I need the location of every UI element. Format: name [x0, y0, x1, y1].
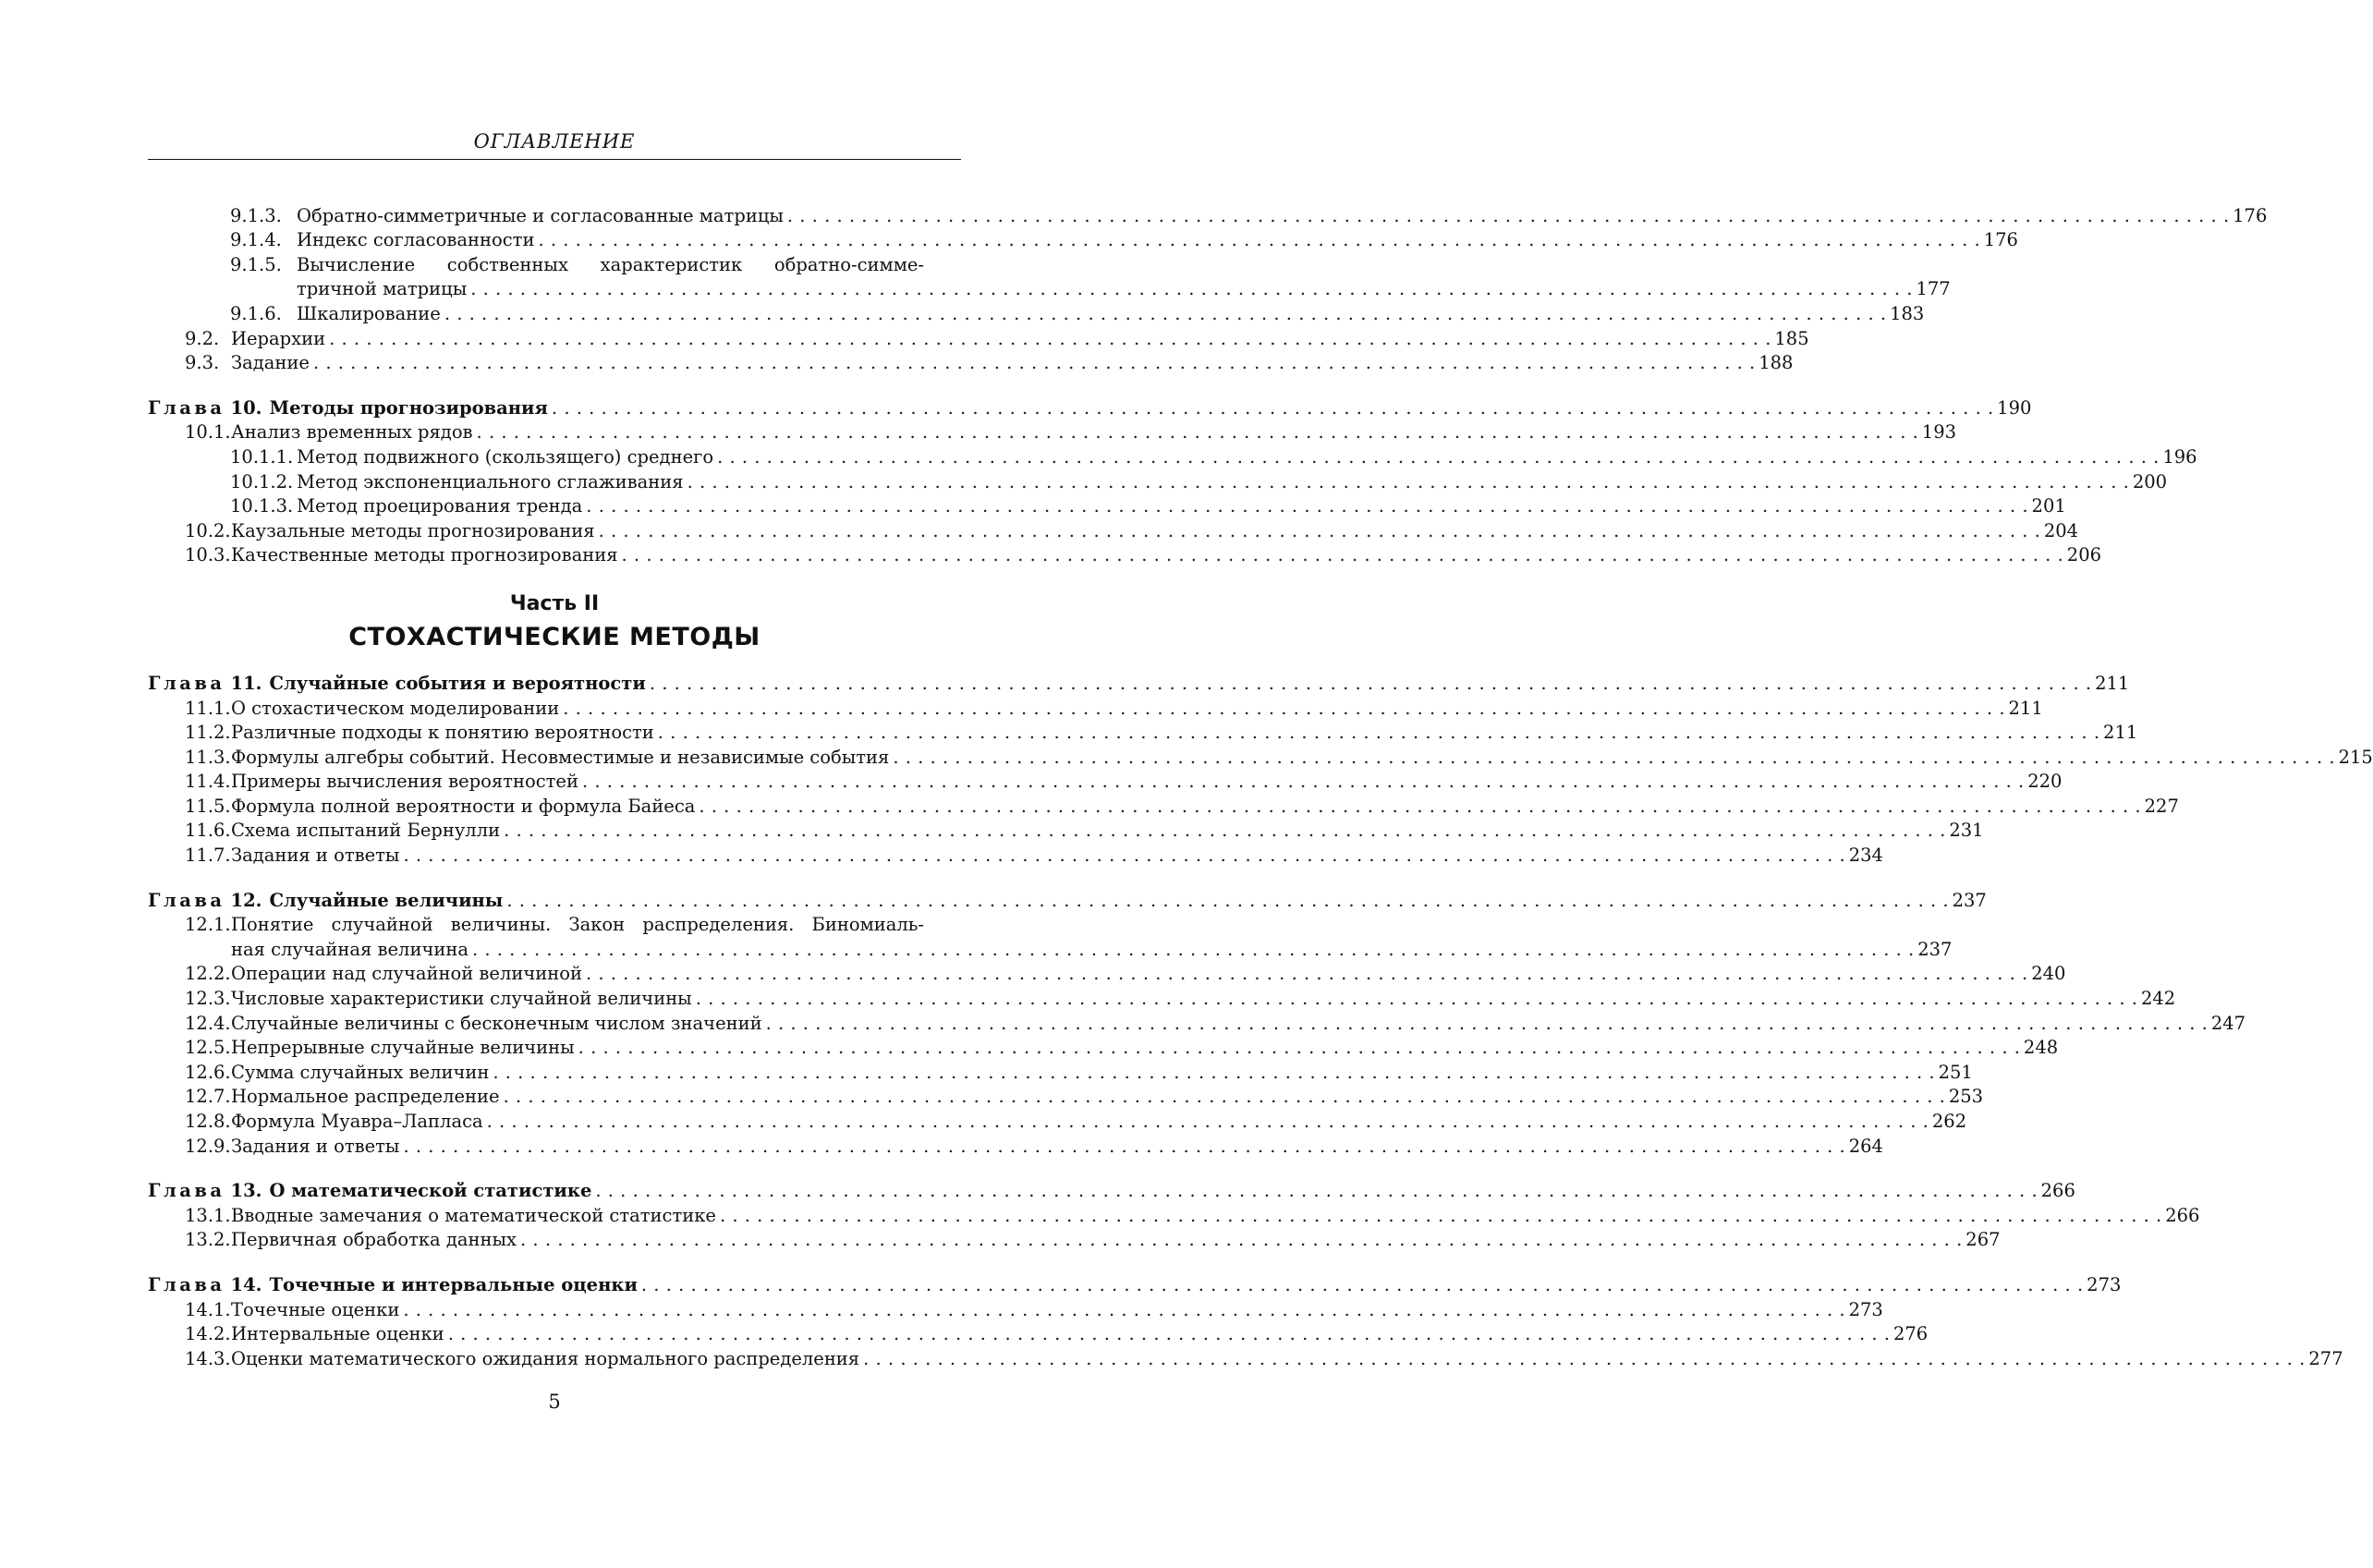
chapter-page: 190	[1997, 396, 2032, 419]
toc-chapter-11	[148, 669, 2130, 694]
entry-title: Случайные величины с бесконечным числом значений	[231, 1012, 762, 1034]
toc-entry	[148, 1083, 1984, 1108]
table-of-contents	[148, 201, 2373, 1369]
toc-block-chapter-10	[148, 419, 2197, 566]
entry-number: 9.1.6.	[230, 302, 282, 324]
entry-title: Непрерывные случайные величины	[231, 1037, 575, 1059]
toc-entry	[148, 275, 1951, 300]
toc-entry	[148, 517, 2079, 541]
chapter-title: Случайные события и вероятности	[269, 672, 646, 694]
entry-number: 11.1.	[185, 697, 231, 719]
entry-page: 234	[1848, 845, 1883, 867]
chapter-title: Точечные и интервальные оценки	[269, 1273, 638, 1295]
toc-entry	[148, 719, 2138, 744]
leader-dots	[859, 1349, 2308, 1369]
entry-title: Первичная обработка данных	[231, 1229, 517, 1251]
toc-entry	[148, 226, 2018, 251]
entry-title: ная случайная величина	[231, 938, 469, 960]
chapter-label: Глава	[148, 396, 225, 419]
chapter-label: Глава	[148, 1180, 225, 1202]
chapter-number: 10.	[230, 396, 262, 419]
toc-entry	[148, 1295, 1883, 1320]
toc-entry	[148, 792, 2179, 817]
entry-title: Оценки математического ожидания нормального распределения	[231, 1347, 860, 1369]
toc-entry	[148, 1058, 1973, 1083]
leader-dots	[444, 1324, 1893, 1344]
entry-title: Иерархии	[231, 327, 326, 349]
toc-entry	[148, 541, 2102, 566]
entry-number: 12.4.	[185, 1012, 231, 1034]
entry-number: 14.2.	[185, 1323, 231, 1345]
entry-title: Шкалирование	[297, 302, 441, 324]
toc-entry	[148, 817, 1984, 842]
entry-number: 12.2.	[185, 963, 231, 985]
entry-page: 200	[2132, 470, 2168, 492]
entry-page: 227	[2144, 795, 2179, 817]
chapter-page: 211	[2095, 672, 2130, 694]
running-head: ОГЛАВЛЕНИЕ	[473, 130, 636, 152]
chapter-number: 13.	[230, 1180, 262, 1202]
entry-page: 204	[2043, 519, 2079, 541]
entry-title: Индекс согласованности	[297, 229, 535, 251]
toc-entry	[148, 960, 2066, 985]
toc-block-chapter-12	[148, 911, 2246, 1157]
toc-entry	[148, 324, 1809, 349]
entry-number: 13.1.	[185, 1204, 231, 1226]
entry-page: 276	[1892, 1323, 1929, 1345]
toc-chapter-10	[148, 394, 2032, 419]
entry-page: 277	[2308, 1347, 2343, 1369]
entry-number: 10.2.	[185, 519, 231, 541]
entry-title: Качественные методы прогнозирования	[231, 544, 618, 566]
leader-dots	[762, 1014, 2211, 1034]
entry-title: Сумма случайных величин	[231, 1061, 490, 1083]
toc-entry	[148, 984, 2176, 1010]
entry-title: О стохастическом моделировании	[231, 697, 560, 719]
toc-entry	[148, 1107, 1967, 1132]
entry-number: 12.3.	[185, 988, 231, 1010]
leader-dots	[399, 1136, 1848, 1157]
entry-page: 177	[1916, 278, 1951, 300]
entry-number: 10.3.	[185, 544, 231, 566]
toc-entry	[148, 349, 1794, 374]
leader-dots	[716, 1206, 2165, 1226]
chapter-number: 11.	[230, 672, 262, 694]
entry-page: 196	[2162, 445, 2197, 468]
chapter-title: Методы прогнозирования	[269, 396, 548, 419]
chapter-page: 273	[2087, 1273, 2122, 1295]
entry-page: 253	[1948, 1086, 1984, 1108]
entry-title: Примеры вычисления вероятностей	[231, 771, 578, 793]
entry-title: Вычисление собственных характеристик обратно-симме-	[297, 253, 924, 275]
entry-title: Точечные оценки	[231, 1298, 400, 1320]
entry-title: Нормальное распределение	[231, 1086, 500, 1108]
toc-chapter-14	[148, 1270, 2122, 1295]
toc-entry	[148, 250, 961, 275]
leader-dots	[578, 772, 2027, 792]
entry-number: 11.4.	[185, 771, 231, 793]
entry-number: 11.3.	[185, 746, 231, 768]
leader-dots	[582, 964, 2031, 984]
entry-page: 188	[1758, 352, 1794, 374]
chapter-number: 12.	[230, 889, 262, 911]
entry-number: 12.7.	[185, 1086, 231, 1108]
entry-title: Метод проецирования тренда	[297, 495, 583, 517]
entry-page: 211	[2103, 722, 2138, 744]
leader-dots	[503, 891, 1952, 911]
toc-entry	[148, 1201, 2200, 1226]
toc-entry	[148, 443, 2197, 468]
entry-title: Формула Муавра–Лапласа	[231, 1111, 483, 1132]
entry-page: 176	[1983, 229, 2018, 251]
entry-title: Формула полной вероятности и формула Байеса	[231, 795, 696, 817]
leader-dots	[713, 447, 2162, 468]
entry-number: 9.3.	[185, 352, 220, 374]
toc-entry	[148, 419, 1957, 444]
entry-number: 9.2.	[185, 327, 220, 349]
leader-dots	[695, 796, 2144, 817]
leader-dots	[500, 820, 1949, 841]
leader-dots	[559, 699, 2008, 719]
entry-title: Обратно-симметричные и согласованные матрицы	[297, 204, 784, 226]
leader-dots	[575, 1038, 2024, 1058]
leader-dots	[517, 1230, 1965, 1250]
toc-entry	[148, 492, 2066, 517]
entry-number: 12.1.	[185, 914, 231, 936]
entry-page: 220	[2027, 771, 2063, 793]
leader-dots	[638, 1275, 2087, 1295]
entry-number: 9.1.4.	[230, 229, 282, 251]
page-number: 5	[548, 1391, 561, 1413]
leader-dots	[654, 723, 2103, 743]
entry-number: 11.5.	[185, 795, 231, 817]
entry-page: 266	[2165, 1204, 2200, 1226]
entry-title: Вводные замечания о математической статистике	[231, 1204, 716, 1226]
entry-title: Различные подходы к понятию вероятности	[231, 722, 654, 744]
leader-dots	[473, 422, 1922, 443]
entry-page: 264	[1848, 1135, 1883, 1157]
chapter-title: О математической статистике	[269, 1180, 592, 1202]
toc-chapter-12	[148, 886, 1987, 911]
leader-dots	[483, 1112, 1932, 1132]
leader-dots	[467, 279, 1916, 299]
entry-number: 14.1.	[185, 1298, 231, 1320]
entry-title: Операции над случайной величиной	[231, 963, 582, 985]
toc-entry	[148, 1034, 2059, 1059]
entry-page: 201	[2031, 495, 2066, 517]
leader-dots	[399, 845, 1848, 866]
chapter-title: Случайные величины	[269, 889, 504, 911]
entry-number: 12.6.	[185, 1061, 231, 1083]
toc-entry	[148, 1226, 2001, 1251]
entry-number: 13.2.	[185, 1229, 231, 1251]
entry-number: 11.7.	[185, 845, 231, 867]
chapter-page: 237	[1952, 889, 1987, 911]
entry-title: Метод подвижного (скользящего) среднего	[297, 445, 714, 468]
leader-dots	[692, 989, 2141, 1009]
header-rule	[148, 159, 961, 160]
entry-page: 273	[1848, 1298, 1883, 1320]
toc-entry	[148, 1132, 1883, 1157]
entry-number: 10.1.3.	[230, 495, 294, 517]
entry-page: 242	[2140, 988, 2176, 1010]
toc-block-chapter-9	[148, 201, 2268, 374]
leader-dots	[441, 304, 1890, 324]
entry-page: 211	[2008, 697, 2043, 719]
leader-dots	[489, 1063, 1938, 1083]
leader-dots	[784, 206, 2233, 226]
entry-page: 206	[2066, 544, 2102, 566]
toc-block-chapter-13	[148, 1201, 2200, 1251]
leader-dots	[534, 230, 1983, 250]
leader-dots	[889, 748, 2338, 768]
entry-title: Формулы алгебры событий. Несовместимые и независимые события	[231, 746, 890, 768]
toc-block-chapter-14	[148, 1295, 2343, 1369]
chapter-label: Глава	[148, 672, 225, 694]
toc-entry	[148, 743, 2373, 768]
toc-entry	[148, 935, 1953, 960]
toc-entry	[148, 841, 1883, 867]
entry-title: тричной матрицы	[297, 278, 468, 300]
entry-title: Каузальные методы прогнозирования	[231, 519, 595, 541]
entry-page: 251	[1938, 1061, 1973, 1083]
toc-entry	[148, 1344, 2343, 1369]
leader-dots	[500, 1087, 1949, 1107]
leader-dots	[684, 472, 2133, 492]
entry-number: 9.1.3.	[230, 204, 282, 226]
entry-title: Интервальные оценки	[231, 1323, 444, 1345]
entry-number: 12.9.	[185, 1135, 231, 1157]
toc-entry	[148, 299, 1925, 324]
leader-dots	[582, 496, 2031, 517]
toc-entry	[148, 911, 961, 936]
toc-entry	[148, 768, 2063, 793]
entry-page: 267	[1965, 1229, 2001, 1251]
chapter-label: Глава	[148, 1273, 225, 1295]
toc-chapter-13	[148, 1177, 2075, 1202]
leader-dots	[469, 940, 1917, 960]
entry-page: 247	[2210, 1012, 2246, 1034]
chapter-page: 266	[2040, 1180, 2075, 1202]
entry-title: Задание	[231, 352, 310, 374]
toc-entry	[148, 468, 2168, 492]
entry-title: Анализ временных рядов	[231, 421, 473, 444]
entry-page: 215	[2338, 746, 2373, 768]
leader-dots	[399, 1300, 1848, 1320]
leader-dots	[310, 353, 1758, 373]
entry-title: Схема испытаний Бернулли	[231, 820, 501, 842]
entry-title: Задания и ответы	[231, 1135, 400, 1157]
part-number: Часть II	[509, 592, 600, 616]
entry-page: 231	[1949, 820, 1984, 842]
chapter-number: 14.	[230, 1273, 262, 1295]
chapter-label: Глава	[148, 889, 225, 911]
entry-title: Метод экспоненциального сглаживания	[297, 470, 684, 492]
entry-page: 240	[2031, 963, 2066, 985]
entry-page: 262	[1931, 1111, 1967, 1132]
toc-entry	[148, 201, 2268, 226]
entry-page: 185	[1774, 327, 1809, 349]
part-title: СТОХАСТИЧЕСКИЕ МЕТОДЫ	[348, 623, 761, 652]
entry-number: 12.5.	[185, 1037, 231, 1059]
leader-dots	[646, 674, 2095, 694]
toc-block-chapter-11	[148, 694, 2373, 867]
entry-number: 12.8.	[185, 1111, 231, 1132]
entry-number: 10.1.	[185, 421, 231, 444]
leader-dots	[548, 398, 1997, 419]
entry-page: 193	[1921, 421, 1957, 444]
entry-page: 248	[2023, 1037, 2059, 1059]
entry-title: Понятие случайной величины. Закон распределения. Биномиаль-	[231, 914, 924, 936]
entry-number: 14.3.	[185, 1347, 231, 1369]
toc-entry	[148, 1009, 2246, 1034]
entry-page: 237	[1917, 938, 1953, 960]
entry-number: 11.2.	[185, 722, 231, 744]
leader-dots	[591, 1181, 2040, 1201]
entry-number: 10.1.1.	[230, 445, 294, 468]
entry-title: Числовые характеристики случайной величины	[231, 988, 692, 1010]
leader-dots	[618, 545, 2067, 565]
entry-number: 9.1.5.	[230, 253, 282, 275]
entry-number: 10.1.2.	[230, 470, 294, 492]
leader-dots	[595, 521, 2044, 541]
entry-number: 11.6.	[185, 820, 231, 842]
entry-page: 176	[2233, 204, 2268, 226]
toc-entry	[148, 1320, 1929, 1345]
part-heading	[148, 590, 961, 656]
leader-dots	[325, 329, 1774, 349]
entry-page: 183	[1890, 302, 1925, 324]
entry-title: Задания и ответы	[231, 845, 400, 867]
toc-entry	[148, 694, 2043, 719]
